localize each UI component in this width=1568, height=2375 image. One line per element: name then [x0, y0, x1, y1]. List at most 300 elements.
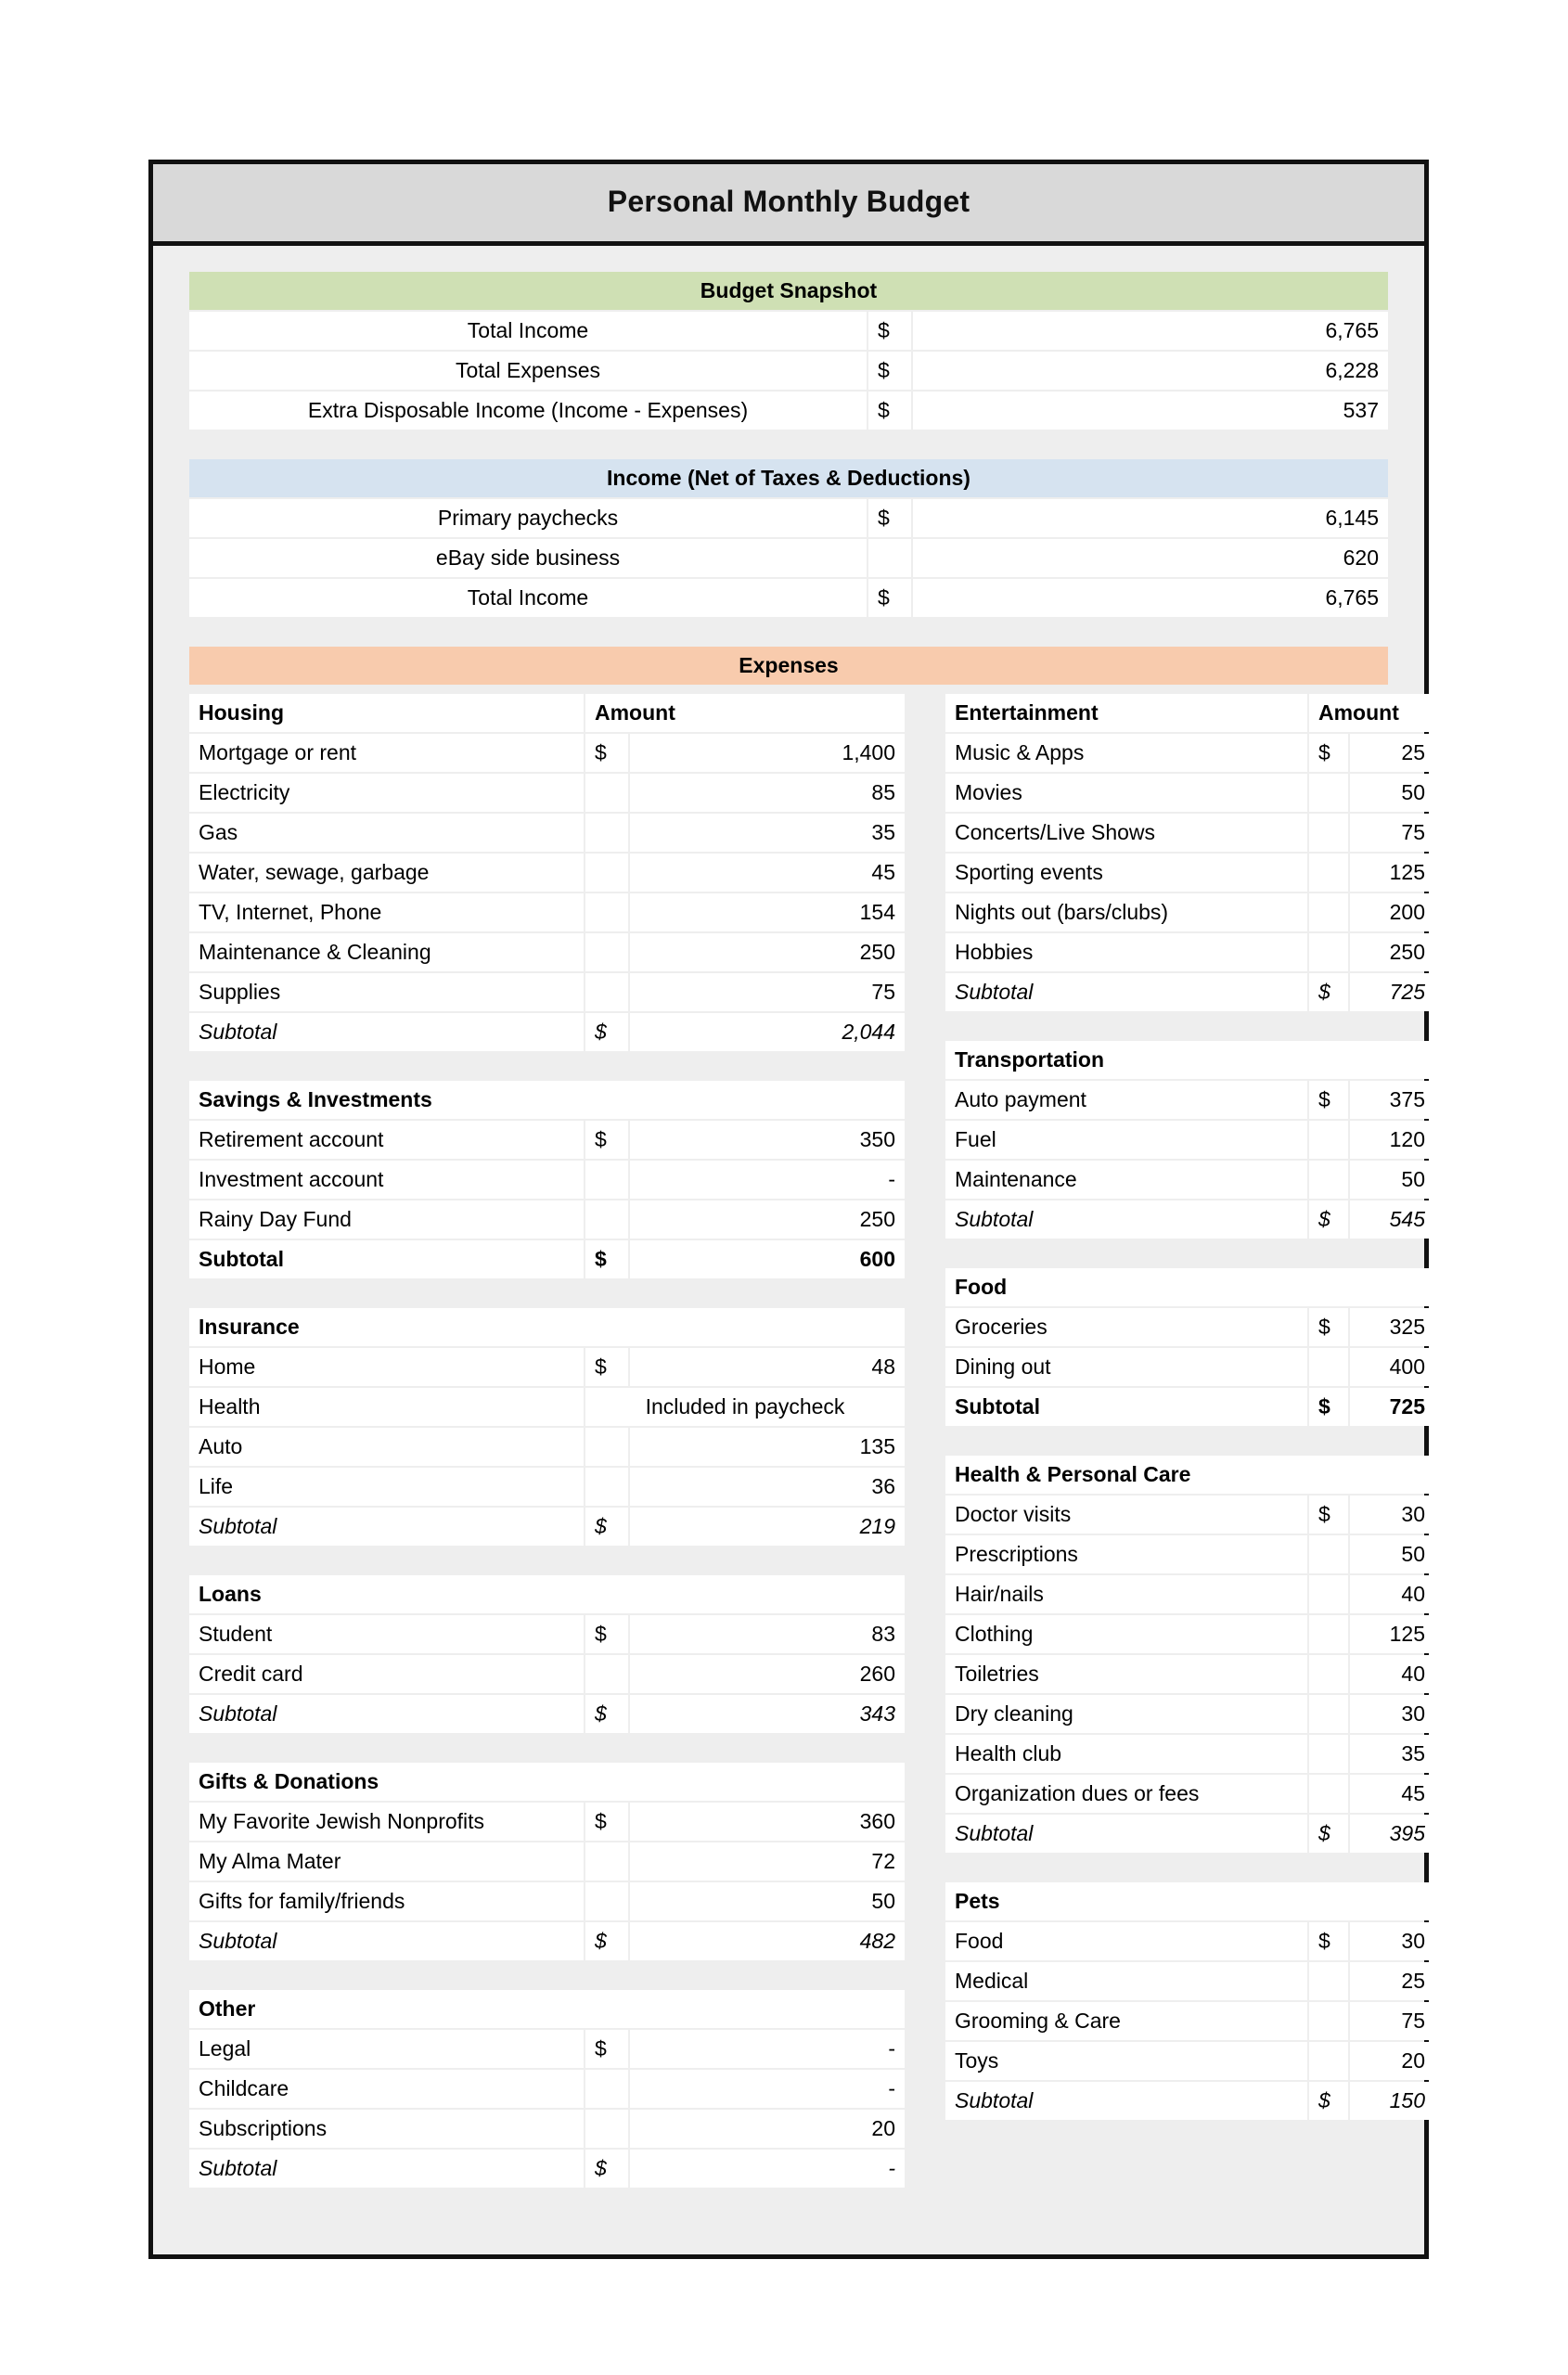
expense-item-amount: 83 — [630, 1615, 905, 1653]
expense-item-currency — [585, 1200, 628, 1239]
table-row — [945, 1081, 1434, 1119]
expense-item-currency: $ — [585, 1803, 628, 1841]
snapshot-row-label: Total Income — [189, 312, 867, 350]
expense-item-currency — [1309, 1615, 1348, 1653]
expense-subtotal-currency: $ — [1309, 2082, 1348, 2120]
expense-section-name: Housing — [189, 694, 584, 732]
expense-subtotal-label: Subtotal — [945, 973, 1307, 1011]
expense-item-currency: $ — [585, 1348, 628, 1386]
expense-subtotal-currency: $ — [585, 2150, 628, 2188]
income-row-label: Total Income — [189, 579, 867, 617]
expense-item-currency — [1309, 1348, 1348, 1386]
table-row — [945, 1575, 1434, 1613]
expense-item-label: Gas — [189, 814, 584, 852]
income-row-currency: $ — [868, 499, 911, 537]
table-row — [189, 1842, 905, 1881]
table-row — [189, 1695, 905, 1733]
expense-item-label: Health — [189, 1388, 584, 1426]
table-row — [189, 1803, 905, 1841]
budget-snapshot-table — [187, 270, 1390, 431]
table-row — [189, 2110, 905, 2148]
spacer — [187, 619, 1390, 645]
expense-subtotal-currency: $ — [585, 1695, 628, 1733]
expense-item-amount: Included in paycheck — [585, 1388, 905, 1426]
table-row — [189, 734, 905, 772]
expense-section-table — [187, 1761, 906, 1962]
expenses-banner-table — [187, 645, 1390, 687]
expense-item-amount: 35 — [630, 814, 905, 852]
expense-section-table — [944, 1039, 1436, 1240]
expense-amount-header: Amount — [585, 694, 905, 732]
expense-section-name: Health & Personal Care — [945, 1456, 1434, 1494]
expense-item-amount: 250 — [630, 933, 905, 971]
table-row — [189, 272, 1388, 310]
expense-item-label: Electricity — [189, 774, 584, 812]
expense-item-label: Legal — [189, 2030, 584, 2068]
expense-item-amount: 325 — [1350, 1308, 1434, 1346]
table-row — [189, 814, 905, 852]
table-row — [189, 392, 1388, 430]
income-row-amount: 620 — [913, 539, 1388, 577]
expense-item-amount: 50 — [1350, 1161, 1434, 1199]
expense-item-amount: 250 — [1350, 933, 1434, 971]
expense-item-label: Maintenance & Cleaning — [189, 933, 584, 971]
expense-item-amount: 50 — [1350, 1535, 1434, 1573]
snapshot-heading: Budget Snapshot — [189, 272, 1388, 310]
expense-item-label: Food — [945, 1922, 1307, 1960]
expense-item-amount: 250 — [630, 1200, 905, 1239]
table-row — [945, 1388, 1434, 1426]
expense-subtotal-amount: 150 — [1350, 2082, 1434, 2120]
table-row — [189, 1468, 905, 1506]
expense-item-currency: $ — [585, 1121, 628, 1159]
table-row — [189, 2030, 905, 2068]
table-row — [189, 1121, 905, 1159]
expense-item-amount: 350 — [630, 1121, 905, 1159]
income-row-currency — [868, 539, 911, 577]
expense-item-currency — [1309, 814, 1348, 852]
expense-item-label: Auto — [189, 1428, 584, 1466]
expense-item-currency: $ — [1309, 1308, 1348, 1346]
expense-section — [187, 1573, 906, 1735]
expense-section-table — [187, 1988, 906, 2189]
expense-subtotal-currency: $ — [1309, 1388, 1348, 1426]
table-row — [945, 1615, 1434, 1653]
expense-subtotal-amount: 482 — [630, 1922, 905, 1960]
expense-item-label: Fuel — [945, 1121, 1307, 1159]
table-row — [189, 1348, 905, 1386]
table-row — [189, 1922, 905, 1960]
expense-item-label: Doctor visits — [945, 1496, 1307, 1534]
expense-item-amount: 30 — [1350, 1695, 1434, 1733]
expense-item-amount: 36 — [630, 1468, 905, 1506]
expense-item-label: Medical — [945, 1962, 1307, 2000]
expense-item-label: Student — [189, 1615, 584, 1653]
expense-item-currency — [585, 933, 628, 971]
expense-item-label: Movies — [945, 774, 1307, 812]
income-row-amount: 6,145 — [913, 499, 1388, 537]
expense-item-currency — [1309, 2002, 1348, 2040]
expense-item-label: My Alma Mater — [189, 1842, 584, 1881]
expense-item-amount: 40 — [1350, 1575, 1434, 1613]
expense-item-currency — [1309, 1575, 1348, 1613]
expense-subtotal-amount: 2,044 — [630, 1013, 905, 1051]
expense-subtotal-label: Subtotal — [189, 1922, 584, 1960]
expense-item-amount: 50 — [630, 1882, 905, 1920]
income-row-label: eBay side business — [189, 539, 867, 577]
expense-item-label: Prescriptions — [945, 1535, 1307, 1573]
expense-subtotal-label: Subtotal — [189, 1240, 584, 1278]
table-row — [945, 893, 1434, 931]
table-row — [945, 774, 1434, 812]
expense-subtotal-amount: 725 — [1350, 973, 1434, 1011]
expense-item-amount: 30 — [1350, 1922, 1434, 1960]
table-row — [189, 1508, 905, 1546]
expense-item-currency — [1309, 1655, 1348, 1693]
table-row — [189, 1161, 905, 1199]
snapshot-row-currency: $ — [868, 392, 911, 430]
table-row — [945, 1735, 1434, 1773]
expense-subtotal-amount: 600 — [630, 1240, 905, 1278]
expense-subtotal-label: Subtotal — [945, 1388, 1307, 1426]
budget-sheet — [148, 160, 1429, 2259]
table-row — [189, 539, 1388, 577]
expenses-columns — [187, 692, 1425, 2189]
table-row — [189, 854, 905, 892]
expense-item-amount: 125 — [1350, 1615, 1434, 1653]
expense-item-currency — [585, 1882, 628, 1920]
snapshot-row-currency: $ — [868, 312, 911, 350]
table-row — [945, 2082, 1434, 2120]
table-row — [189, 1615, 905, 1653]
table-row — [945, 1121, 1434, 1159]
expense-item-currency — [585, 1428, 628, 1466]
table-row — [189, 1882, 905, 1920]
table-row — [945, 1200, 1434, 1239]
expense-item-label: Maintenance — [945, 1161, 1307, 1199]
expense-section — [944, 1039, 1436, 1240]
expense-section-table — [187, 1306, 906, 1547]
expense-item-amount: - — [630, 2030, 905, 2068]
expense-item-amount: - — [630, 2070, 905, 2108]
expense-subtotal-amount: 343 — [630, 1695, 905, 1733]
expense-item-label: Dry cleaning — [945, 1695, 1307, 1733]
expense-item-currency — [585, 893, 628, 931]
income-table — [187, 457, 1390, 619]
expense-amount-header: Amount — [1309, 694, 1434, 732]
table-row — [189, 2150, 905, 2188]
expense-item-amount: 35 — [1350, 1735, 1434, 1773]
expense-subtotal-amount: 725 — [1350, 1388, 1434, 1426]
snapshot-row-amount: 6,765 — [913, 312, 1388, 350]
expense-item-label: Music & Apps — [945, 734, 1307, 772]
expense-item-currency — [585, 774, 628, 812]
expense-item-amount: 154 — [630, 893, 905, 931]
expense-item-label: Toys — [945, 2042, 1307, 2080]
expense-item-label: Hobbies — [945, 933, 1307, 971]
expense-section — [187, 1079, 906, 1280]
expense-item-currency — [1309, 1775, 1348, 1813]
expense-section-name: Loans — [189, 1575, 905, 1613]
expenses-right-column — [944, 692, 1436, 2122]
table-row — [189, 1200, 905, 1239]
expense-item-amount: 1,400 — [630, 734, 905, 772]
expense-section-table — [944, 1454, 1436, 1855]
expense-section-table — [944, 1266, 1436, 1428]
expense-subtotal-currency: $ — [1309, 1200, 1348, 1239]
expense-item-currency — [1309, 774, 1348, 812]
expense-item-amount: 360 — [630, 1803, 905, 1841]
expense-section — [944, 1454, 1436, 1855]
expense-item-label: My Favorite Jewish Nonprofits — [189, 1803, 584, 1841]
expense-item-amount: 85 — [630, 774, 905, 812]
expense-subtotal-currency: $ — [585, 1508, 628, 1546]
expense-item-label: Concerts/Live Shows — [945, 814, 1307, 852]
expense-item-currency — [585, 1842, 628, 1881]
table-row — [945, 1882, 1434, 1920]
table-row — [945, 1161, 1434, 1199]
expense-item-currency — [1309, 933, 1348, 971]
expense-section-table — [944, 692, 1436, 1013]
expense-item-amount: - — [630, 1161, 905, 1199]
expense-item-label: Dining out — [945, 1348, 1307, 1386]
expense-section — [944, 1881, 1436, 2122]
table-row — [189, 1990, 905, 2028]
expense-item-currency — [585, 2110, 628, 2148]
table-row — [189, 1575, 905, 1613]
table-row — [945, 854, 1434, 892]
snapshot-row-amount: 537 — [913, 392, 1388, 430]
expense-item-label: Investment account — [189, 1161, 584, 1199]
expense-item-currency — [1309, 1121, 1348, 1159]
table-row — [189, 647, 1388, 685]
expense-subtotal-label: Subtotal — [189, 1013, 584, 1051]
expenses-left-column — [187, 692, 906, 2189]
expenses-heading: Expenses — [189, 647, 1388, 685]
expense-item-label: Supplies — [189, 973, 584, 1011]
expense-item-label: Health club — [945, 1735, 1307, 1773]
expense-item-amount: 200 — [1350, 893, 1434, 931]
expense-item-label: Sporting events — [945, 854, 1307, 892]
expense-section-name: Gifts & Donations — [189, 1763, 905, 1801]
table-row — [189, 1308, 905, 1346]
table-row — [189, 1013, 905, 1051]
expense-subtotal-currency: $ — [585, 1240, 628, 1278]
expense-item-currency — [1309, 1962, 1348, 2000]
expense-subtotal-label: Subtotal — [189, 1508, 584, 1546]
expense-item-currency — [585, 1468, 628, 1506]
expense-item-currency: $ — [585, 734, 628, 772]
expense-item-label: Water, sewage, garbage — [189, 854, 584, 892]
table-row — [189, 893, 905, 931]
expense-item-amount: 72 — [630, 1842, 905, 1881]
expense-section-name: Other — [189, 1990, 905, 2028]
expense-subtotal-currency: $ — [1309, 1815, 1348, 1853]
table-row — [945, 2002, 1434, 2040]
expense-section-name: Insurance — [189, 1308, 905, 1346]
expense-section — [187, 1761, 906, 1962]
expense-item-amount: 125 — [1350, 854, 1434, 892]
expense-subtotal-amount: 395 — [1350, 1815, 1434, 1853]
expense-item-amount: 75 — [1350, 2002, 1434, 2040]
expense-item-currency: $ — [1309, 734, 1348, 772]
expense-item-currency: $ — [585, 1615, 628, 1653]
expense-item-label: Mortgage or rent — [189, 734, 584, 772]
table-row — [189, 1081, 905, 1119]
expense-subtotal-label: Subtotal — [945, 1200, 1307, 1239]
expense-section — [944, 692, 1436, 1013]
expense-item-label: Life — [189, 1468, 584, 1506]
table-row — [189, 1388, 905, 1426]
expense-subtotal-currency: $ — [585, 1013, 628, 1051]
expense-item-amount: 48 — [630, 1348, 905, 1386]
table-row — [945, 694, 1434, 732]
expense-item-amount: 50 — [1350, 774, 1434, 812]
table-row — [189, 579, 1388, 617]
expense-subtotal-currency: $ — [1309, 973, 1348, 1011]
expense-item-label: Nights out (bars/clubs) — [945, 893, 1307, 931]
table-row — [945, 734, 1434, 772]
expense-section-name: Entertainment — [945, 694, 1307, 732]
expense-item-amount: 25 — [1350, 1962, 1434, 2000]
expense-item-amount: 260 — [630, 1655, 905, 1693]
expense-item-currency — [585, 973, 628, 1011]
table-row — [189, 1763, 905, 1801]
expense-item-amount: 20 — [1350, 2042, 1434, 2080]
table-row — [189, 352, 1388, 390]
income-heading: Income (Net of Taxes & Deductions) — [189, 459, 1388, 497]
expense-section — [187, 1306, 906, 1547]
expense-item-amount: 45 — [1350, 1775, 1434, 1813]
expense-item-amount: 20 — [630, 2110, 905, 2148]
snapshot-row-amount: 6,228 — [913, 352, 1388, 390]
expense-item-label: Gifts for family/friends — [189, 1882, 584, 1920]
expense-subtotal-amount: 545 — [1350, 1200, 1434, 1239]
table-row — [945, 1268, 1434, 1306]
expense-section-table — [187, 1079, 906, 1280]
table-row — [945, 1815, 1434, 1853]
expense-item-label: Grooming & Care — [945, 2002, 1307, 2040]
expense-item-amount: 25 — [1350, 734, 1434, 772]
spacer — [187, 431, 1390, 457]
table-row — [189, 1240, 905, 1278]
table-row — [189, 774, 905, 812]
expense-subtotal-label: Subtotal — [945, 1815, 1307, 1853]
table-row — [945, 1496, 1434, 1534]
expense-section-name: Transportation — [945, 1041, 1434, 1079]
expense-item-label: Rainy Day Fund — [189, 1200, 584, 1239]
expense-item-label: Subscriptions — [189, 2110, 584, 2148]
expense-section-name: Savings & Investments — [189, 1081, 905, 1119]
table-row — [945, 1041, 1434, 1079]
table-row — [945, 1695, 1434, 1733]
table-row — [945, 2042, 1434, 2080]
expense-item-currency — [1309, 1695, 1348, 1733]
expense-item-amount: 30 — [1350, 1496, 1434, 1534]
expense-item-currency — [585, 854, 628, 892]
expense-item-currency — [1309, 1161, 1348, 1199]
expense-subtotal-label: Subtotal — [945, 2082, 1307, 2120]
expense-item-currency — [1309, 854, 1348, 892]
expense-item-currency — [585, 1655, 628, 1693]
income-row-currency: $ — [868, 579, 911, 617]
expense-item-currency: $ — [1309, 1922, 1348, 1960]
table-row — [945, 1308, 1434, 1346]
expense-item-currency — [585, 2070, 628, 2108]
table-row — [189, 499, 1388, 537]
expense-item-currency — [585, 814, 628, 852]
table-row — [945, 1962, 1434, 2000]
table-row — [189, 459, 1388, 497]
expense-item-label: TV, Internet, Phone — [189, 893, 584, 931]
expense-item-currency: $ — [1309, 1081, 1348, 1119]
expense-item-label: Clothing — [945, 1615, 1307, 1653]
table-row — [945, 1535, 1434, 1573]
expense-section-table — [187, 692, 906, 1053]
expense-item-label: Organization dues or fees — [945, 1775, 1307, 1813]
expense-item-currency — [1309, 2042, 1348, 2080]
table-row — [945, 1456, 1434, 1494]
expense-item-label: Groceries — [945, 1308, 1307, 1346]
expense-item-amount: 135 — [630, 1428, 905, 1466]
expense-item-label: Hair/nails — [945, 1575, 1307, 1613]
expense-section-table — [944, 1881, 1436, 2122]
expense-section-table — [187, 1573, 906, 1735]
table-row — [189, 694, 905, 732]
table-row — [945, 1655, 1434, 1693]
expense-item-amount: 40 — [1350, 1655, 1434, 1693]
expense-section-name: Food — [945, 1268, 1434, 1306]
page-title: Personal Monthly Budget — [153, 164, 1424, 246]
snapshot-row-label: Total Expenses — [189, 352, 867, 390]
income-row-label: Primary paychecks — [189, 499, 867, 537]
expense-item-label: Auto payment — [945, 1081, 1307, 1119]
expense-item-currency: $ — [1309, 1496, 1348, 1534]
table-row — [945, 1922, 1434, 1960]
table-row — [945, 973, 1434, 1011]
expense-item-amount: 120 — [1350, 1121, 1434, 1159]
expense-subtotal-amount: - — [630, 2150, 905, 2188]
expense-item-currency — [1309, 893, 1348, 931]
expense-section — [944, 1266, 1436, 1428]
snapshot-row-label: Extra Disposable Income (Income - Expenses) — [189, 392, 867, 430]
table-row — [189, 2070, 905, 2108]
expense-item-label: Retirement account — [189, 1121, 584, 1159]
expense-section — [187, 692, 906, 1053]
expense-item-currency — [1309, 1535, 1348, 1573]
table-row — [945, 814, 1434, 852]
expense-item-currency — [1309, 1735, 1348, 1773]
table-row — [945, 1348, 1434, 1386]
expense-item-currency: $ — [585, 2030, 628, 2068]
expense-section-name: Pets — [945, 1882, 1434, 1920]
expense-subtotal-label: Subtotal — [189, 1695, 584, 1733]
expense-item-label: Toiletries — [945, 1655, 1307, 1693]
expense-item-amount: 75 — [630, 973, 905, 1011]
table-row — [189, 1428, 905, 1466]
snapshot-row-currency: $ — [868, 352, 911, 390]
table-row — [945, 1775, 1434, 1813]
table-row — [189, 312, 1388, 350]
table-row — [189, 1655, 905, 1693]
expense-item-label: Credit card — [189, 1655, 584, 1693]
expense-subtotal-currency: $ — [585, 1922, 628, 1960]
expense-item-amount: 400 — [1350, 1348, 1434, 1386]
table-row — [189, 933, 905, 971]
expense-item-amount: 45 — [630, 854, 905, 892]
income-row-amount: 6,765 — [913, 579, 1388, 617]
expense-item-label: Home — [189, 1348, 584, 1386]
